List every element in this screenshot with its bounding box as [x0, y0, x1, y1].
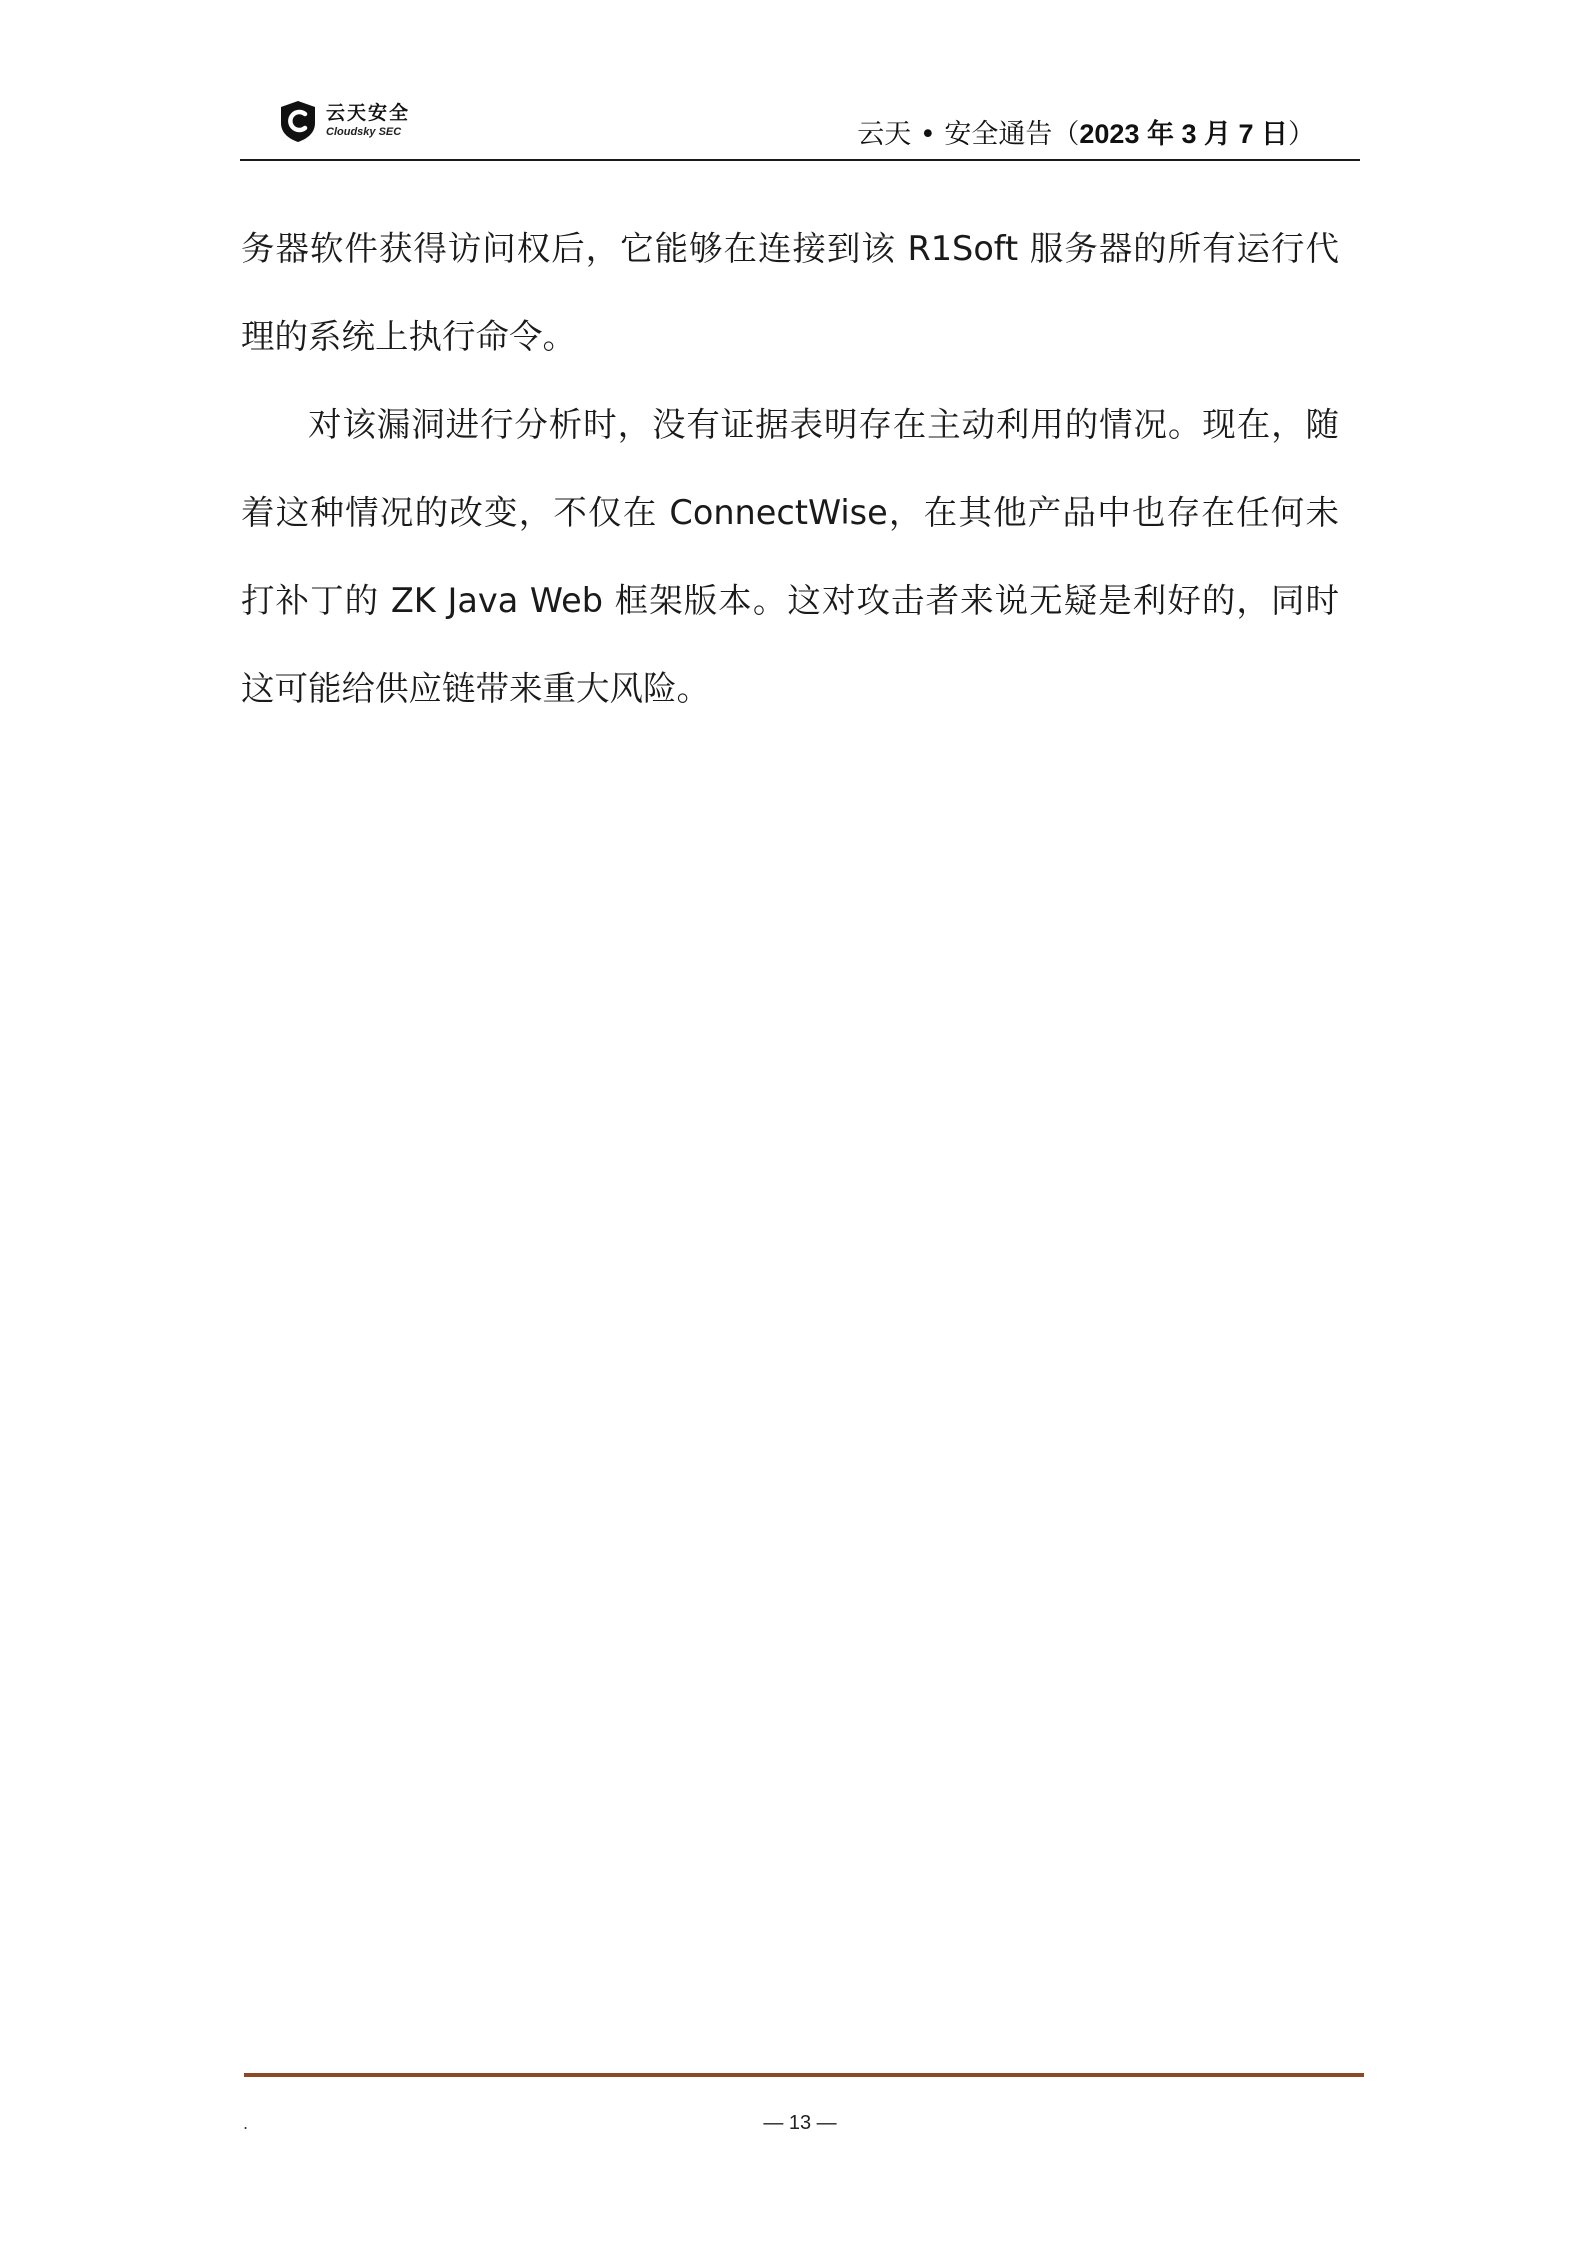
- page-number: — 13 —: [763, 2112, 837, 2134]
- footer-dot: .: [243, 2114, 249, 2133]
- logo-english-name: Cloudsky SEC: [326, 126, 402, 138]
- header-title: [857, 112, 1315, 151]
- header-logo: [278, 98, 410, 144]
- logo-chinese-name: 云天安全: [326, 102, 411, 124]
- header-title-prefix: 云天 • 安全通告（: [857, 119, 1080, 150]
- paragraph: 务器软件获得访问权后，它能够在连接到该 R1Soft 服务器的所有运行代理的系统上执行命令。: [241, 229, 1339, 356]
- header-divider: [240, 159, 1360, 161]
- document-body: [241, 205, 1339, 733]
- paragraph: 对该漏洞进行分析时，没有证据表明存在主动利用的情况。现在，随着这种情况的改变，不仅在 ConnectWise，在其他产品中也存在任何未打补丁的 ZK Java Web 框架版本。这对攻击者来说无疑是利好的，同时这可能给供应链带来重大风险。: [241, 405, 1339, 708]
- footer-divider: [244, 2073, 1364, 2077]
- header-title-suffix: ）: [1288, 119, 1315, 150]
- cloudsky-shield-logo-icon: [278, 99, 318, 143]
- logo-wordmark: [326, 104, 410, 138]
- header-title-date: 2023 年 3 月 7 日: [1079, 119, 1288, 149]
